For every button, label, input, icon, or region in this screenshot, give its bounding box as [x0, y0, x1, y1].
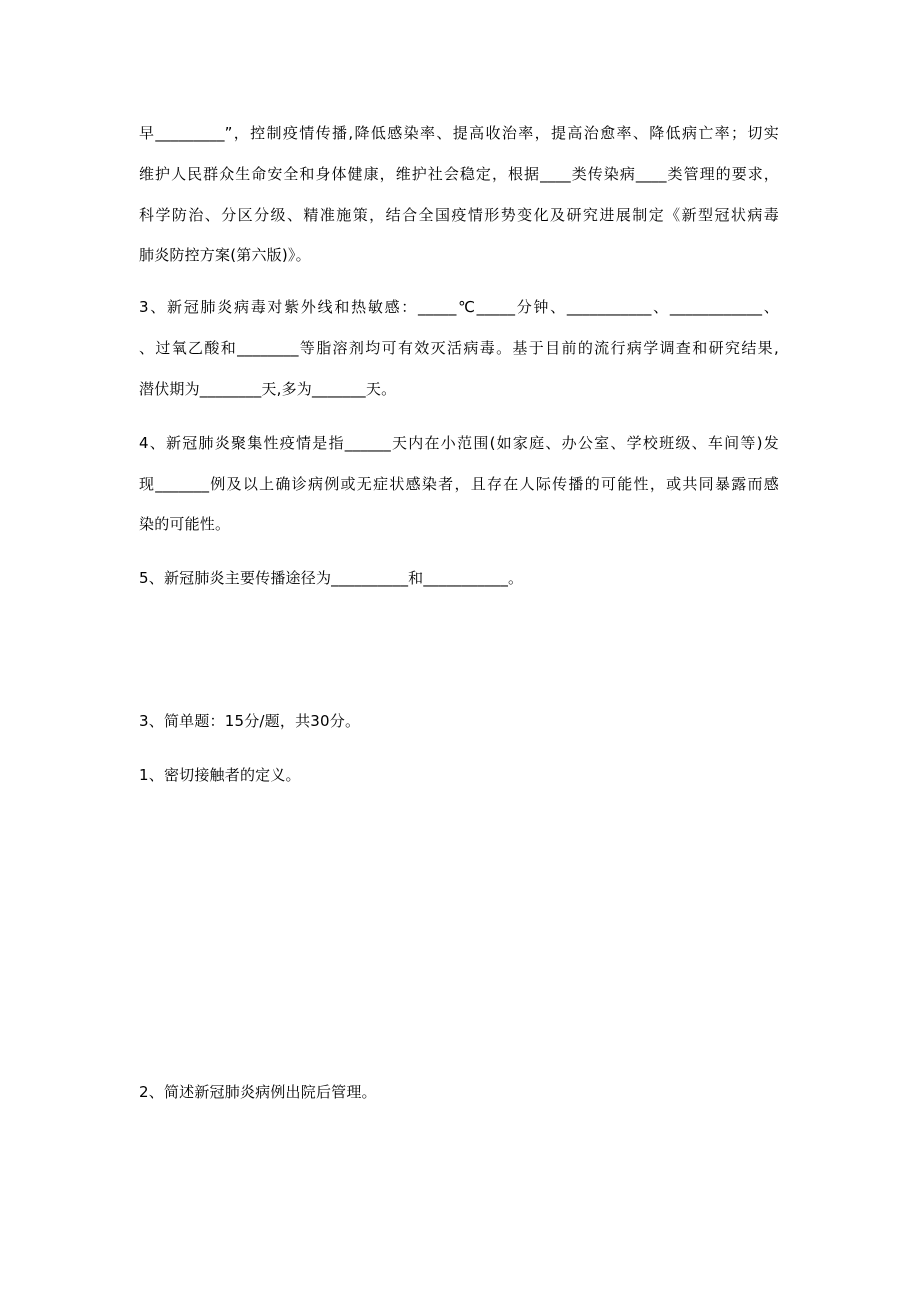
question-4-line: 染的可能性。	[139, 515, 231, 533]
paragraph-line: 早_________”，控制疫情传播,降低感染率、提高收治率，提高治愈率、降低病亡率；切实	[139, 124, 779, 142]
paragraph-line: 肺炎防控方案(第六版)》。	[139, 246, 311, 264]
question-3-line: 、过氧乙酸和________等脂溶剂均可有效灭活病毒。基于目前的流行病学调查和研究结果,	[139, 339, 779, 357]
question-4-line: 4、新冠肺炎聚集性疫情是指______天内在小范围(如家庭、办公室、学校班级、车间等)发	[139, 434, 779, 452]
question-3-line: 潜伏期为________天,多为_______天。	[139, 380, 397, 398]
short-answer-question-2: 2、简述新冠肺炎病例出院后管理。	[139, 1083, 377, 1101]
short-answer-question-1: 1、密切接触者的定义。	[139, 766, 301, 784]
paragraph-line: 维护人民群众生命安全和身体健康，维护社会稳定，根据____类传染病____类管理的要求，	[139, 165, 779, 183]
question-3-line: 3、新冠肺炎病毒对紫外线和热敏感：_____℃_____分钟、___________、____________、	[139, 298, 779, 316]
question-5-line: 5、新冠肺炎主要传播途径为__________和___________。	[139, 569, 524, 587]
paragraph-line: 科学防治、分区分级、精准施策，结合全国疫情形势变化及研究进展制定《新型冠状病毒	[139, 206, 779, 224]
question-4-line: 现_______例及以上确诊病例或无症状感染者，且存在人际传播的可能性，或共同暴露而感	[139, 475, 779, 493]
section-heading: 3、简单题：15分/题，共30分。	[139, 712, 361, 730]
